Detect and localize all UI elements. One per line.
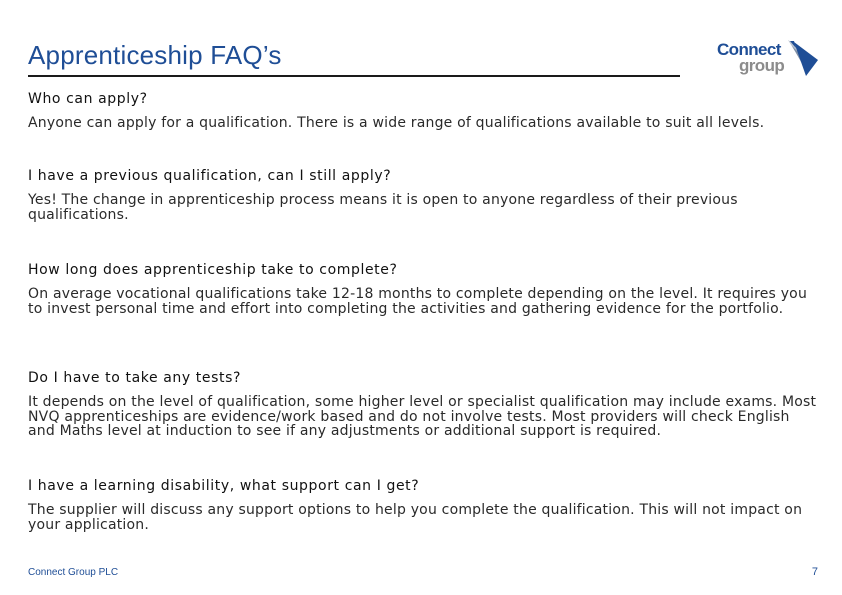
faq-item-4 xyxy=(28,370,818,439)
faq-answer: On average vocational qualifications take 12-18 months to complete depending on the level. It requires you to invest personal time and effort into completing the activities and gathering evidence for the portfolio. xyxy=(28,286,808,317)
faq-answer: Yes! The change in apprenticeship process means it is open to anyone regardless of their previous qualifications. xyxy=(28,192,738,223)
faq-question: How long does apprenticeship take to complete? xyxy=(28,262,398,278)
footer-company: Connect Group PLC xyxy=(28,567,119,578)
faq-question: I have a learning disability, what support can I get? xyxy=(28,478,420,494)
logo-swoosh-icon xyxy=(784,38,820,78)
faq-answer: The supplier will discuss any support options to help you complete the qualification. This will not impact on your application. xyxy=(28,502,803,533)
logo-word-connect: Connect xyxy=(717,40,781,59)
faq-item-5 xyxy=(28,478,818,532)
faq-question: I have a previous qualification, can I still apply? xyxy=(28,168,392,184)
faq-question: Who can apply? xyxy=(28,91,148,107)
page-title: Apprenticeship FAQ’s xyxy=(28,40,282,70)
faq-item-3 xyxy=(28,262,818,316)
faq-answer: It depends on the level of qualification, some higher level or specialist qualification may include exams. Most NVQ apprenticeships are evidence/work based and do not involve tests. Most providers will check English and Maths level at induction to see if any adjustments or additional support is required. xyxy=(28,394,817,439)
faq-item-1 xyxy=(28,91,818,131)
faq-question: Do I have to take any tests? xyxy=(28,370,242,386)
connect-group-logo xyxy=(714,38,820,82)
faq-answer: Anyone can apply for a qualification. There is a wide range of qualifications available to suit all levels. xyxy=(28,115,765,131)
title-underline xyxy=(28,75,680,77)
faq-item-2 xyxy=(28,168,818,222)
page-number: 7 xyxy=(811,566,818,578)
logo-word-group: group xyxy=(739,56,785,75)
